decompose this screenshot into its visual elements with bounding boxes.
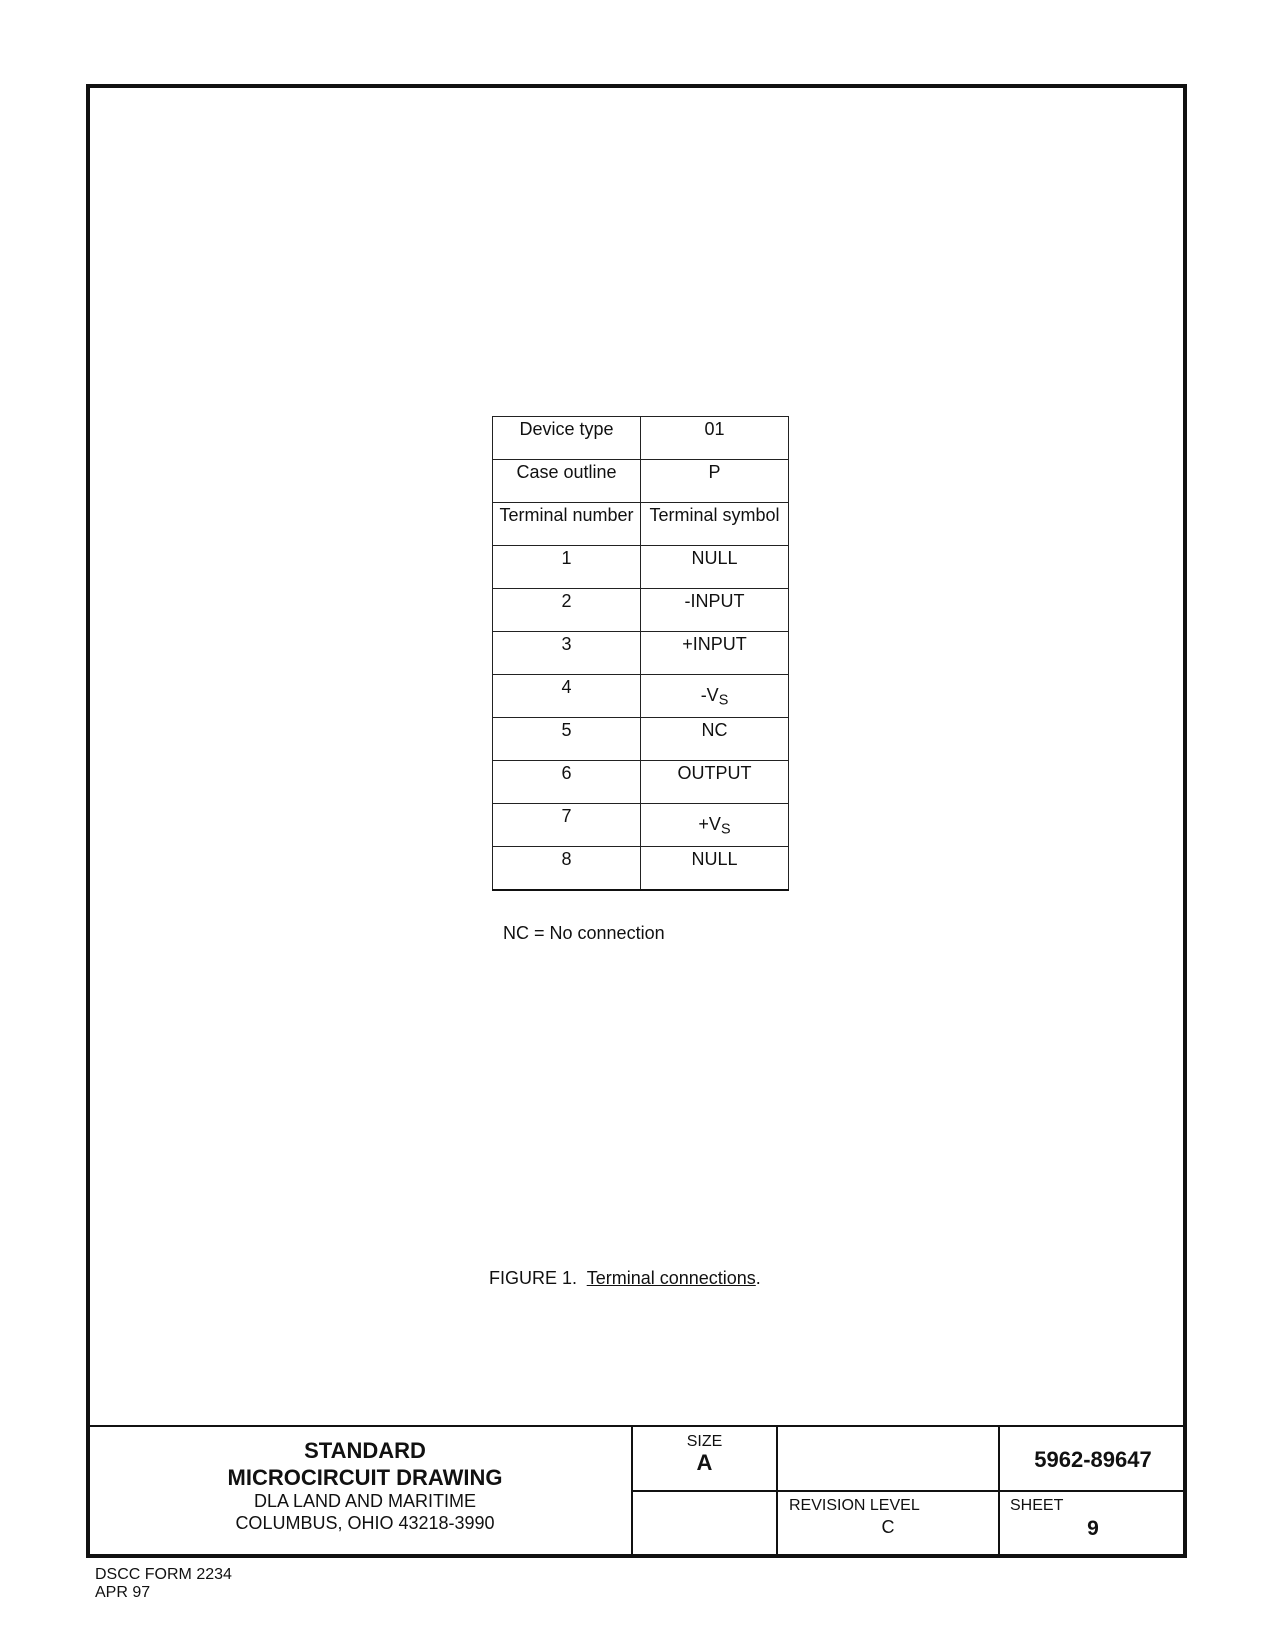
case-outline-value: P — [641, 460, 789, 503]
form-number: DSCC FORM 2234 — [95, 1566, 232, 1583]
terminal-number-header: Terminal number — [493, 503, 641, 546]
sheet-label: SHEET — [1010, 1497, 1064, 1514]
terminal-symbol: NULL — [641, 847, 789, 890]
table-row — [493, 460, 789, 503]
table-row — [493, 589, 789, 632]
figure-suffix: . — [755, 1268, 761, 1288]
terminal-number: 7 — [493, 804, 641, 847]
table-row — [493, 632, 789, 675]
terminal-symbol: +INPUT — [641, 632, 789, 675]
terminal-number: 3 — [493, 632, 641, 675]
microcircuit-drawing-title: MICROCIRCUIT DRAWING — [227, 1465, 503, 1490]
table-row — [493, 847, 789, 890]
terminal-number: 8 — [493, 847, 641, 890]
figure-caption — [489, 1268, 761, 1289]
terminal-number: 4 — [493, 675, 641, 718]
terminal-symbol: OUTPUT — [641, 761, 789, 804]
terminal-symbol: NC — [641, 718, 789, 761]
figure-title: Terminal connections — [586, 1268, 756, 1288]
terminal-number: 5 — [493, 718, 641, 761]
terminal-symbol-header: Terminal symbol — [641, 503, 789, 546]
symbol-prefix: +V — [698, 813, 721, 834]
table-row — [493, 761, 789, 804]
table-row — [493, 675, 789, 718]
terminal-connections-table — [492, 416, 789, 891]
table-row — [493, 503, 789, 546]
size-value: A — [696, 1450, 713, 1475]
table-row — [493, 546, 789, 589]
title-block-top-rule — [90, 1425, 1186, 1427]
nc-footnote: NC = No connection — [503, 923, 665, 943]
terminal-symbol: NULL — [641, 546, 789, 589]
form-date: APR 97 — [95, 1584, 151, 1601]
device-type-value: 01 — [641, 417, 789, 460]
agency-name: DLA LAND AND MARITIME — [253, 1491, 477, 1511]
revision-level-value: C — [881, 1517, 895, 1537]
table-row — [493, 718, 789, 761]
terminal-symbol — [641, 675, 789, 718]
terminal-number: 6 — [493, 761, 641, 804]
case-outline-label: Case outline — [493, 460, 641, 503]
symbol-subscript: S — [718, 692, 729, 709]
agency-address: COLUMBUS, OHIO 43218-3990 — [235, 1513, 495, 1533]
terminal-symbol — [641, 804, 789, 847]
terminal-number: 2 — [493, 589, 641, 632]
revision-level-label: REVISION LEVEL — [789, 1497, 920, 1514]
figure-number: FIGURE 1. — [489, 1268, 587, 1288]
terminal-symbol: -INPUT — [641, 589, 789, 632]
symbol-subscript: S — [720, 821, 731, 838]
table-row — [493, 804, 789, 847]
form-identifier — [95, 1566, 232, 1602]
title-block-mid-rule — [632, 1490, 1186, 1492]
table-row — [493, 417, 789, 460]
size-label: SIZE — [686, 1433, 723, 1450]
device-type-label: Device type — [493, 417, 641, 460]
terminal-number: 1 — [493, 546, 641, 589]
sheet-number: 9 — [1087, 1517, 1099, 1540]
symbol-prefix: -V — [700, 684, 719, 705]
standard-title: STANDARD — [304, 1438, 426, 1463]
drawing-number: 5962-89647 — [1034, 1447, 1152, 1472]
